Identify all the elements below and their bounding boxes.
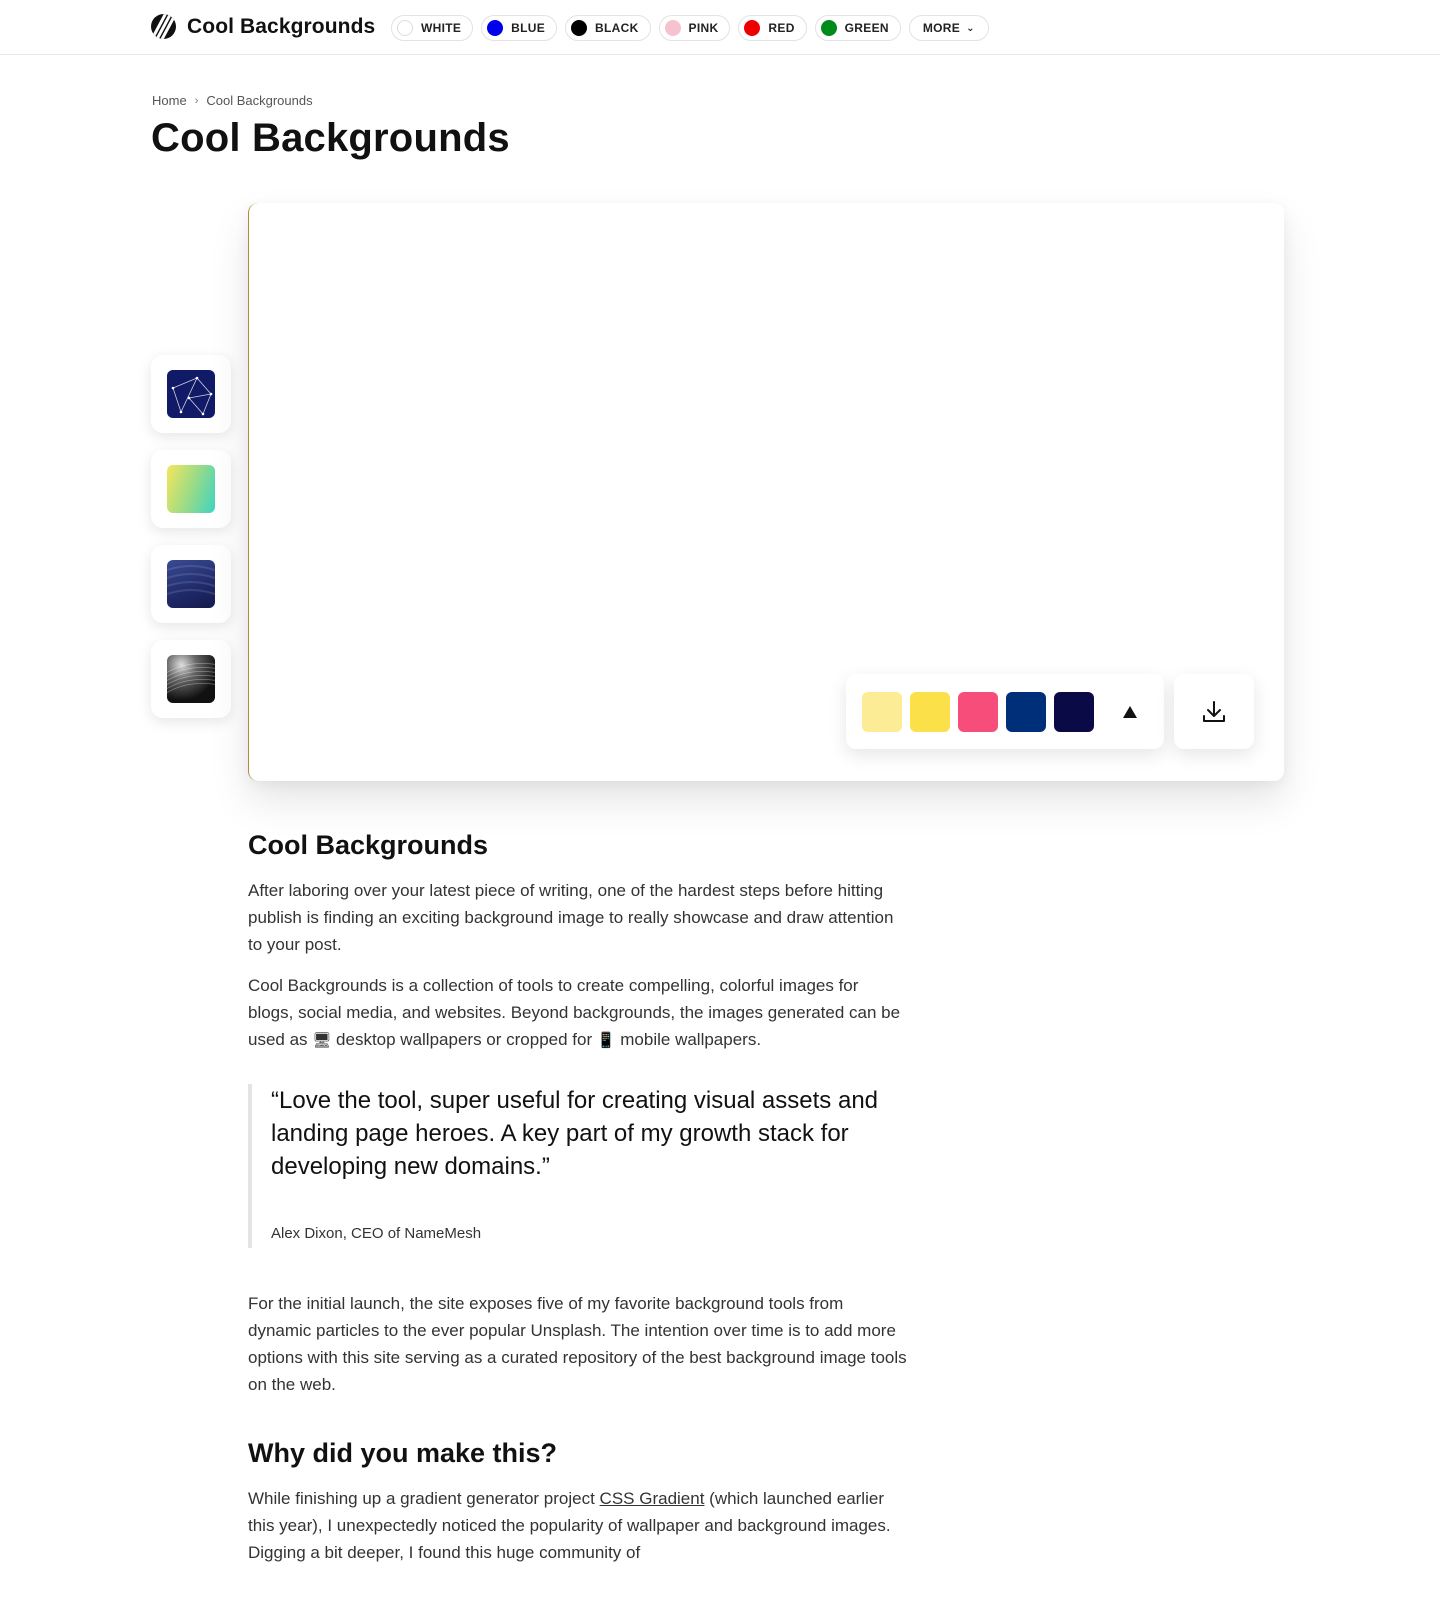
article (248, 830, 908, 1580)
tool-gradient[interactable] (151, 450, 231, 528)
palette-color-5[interactable] (1054, 692, 1094, 732)
article-heading: Cool Backgrounds (248, 830, 489, 860)
red-dot-icon (744, 20, 760, 36)
page-title: Cool Backgrounds (151, 116, 510, 160)
section-heading-why: Why did you make this? (248, 1438, 558, 1468)
color-filter-chips (391, 15, 989, 41)
color-palette (846, 674, 1164, 749)
paragraph-intro: After laboring over your latest piece of writing, one of the hardest steps before hitting publish is finding an exciting background image to really showcase and draw attention to your post. (248, 881, 894, 954)
palette-color-4[interactable] (1006, 692, 1046, 732)
paragraph-description (248, 972, 908, 1054)
chip-label: RED (768, 21, 795, 35)
quote-author: Alex Dixon, CEO of NameMesh (271, 1225, 482, 1242)
chip-blue[interactable] (481, 15, 557, 41)
breadcrumb (152, 93, 313, 108)
breadcrumb-separator-icon: › (194, 94, 199, 107)
brand-name: Cool Backgrounds (187, 14, 376, 38)
waves-icon (167, 560, 215, 608)
chip-black[interactable] (565, 15, 651, 41)
tool-selector (151, 355, 231, 718)
text: (which launched earlier this year), I unexpectedly noticed the popularity of wallpaper and background images. Digging a bit deeper, I found this huge community of (248, 1489, 891, 1562)
pink-dot-icon (665, 20, 681, 36)
mobile-phone-icon: 📱 (596, 1031, 616, 1049)
more-dropdown[interactable] (909, 15, 989, 41)
tool-waves[interactable] (151, 545, 231, 623)
paragraph-why (248, 1485, 908, 1566)
green-dot-icon (821, 20, 837, 36)
testimonial-quote (248, 1084, 908, 1248)
tool-mono[interactable] (151, 640, 231, 718)
top-navigation (0, 0, 1440, 55)
palette-color-2[interactable] (910, 692, 950, 732)
particles-icon (167, 370, 215, 418)
chip-label: WHITE (421, 21, 462, 35)
palette-color-1[interactable] (862, 692, 902, 732)
more-label: MORE (922, 21, 961, 35)
chip-label: BLACK (595, 21, 639, 35)
chip-pink[interactable] (659, 15, 731, 41)
chip-label: GREEN (844, 21, 889, 35)
text: mobile wallpapers. (615, 1030, 762, 1049)
paragraph-launch: For the initial launch, the site exposes five of my favorite background tools from dynamic particles to the ever popular Unsplash. The intention over time is to add more options with this site serving as a curated repository of the best background image tools on the web. (248, 1294, 907, 1394)
breadcrumb-home[interactable]: Home (152, 93, 187, 108)
chip-label: PINK (688, 21, 719, 35)
chip-red[interactable] (738, 15, 806, 41)
blue-dot-icon (487, 20, 503, 36)
triangle-up-icon[interactable] (1118, 700, 1142, 724)
text: While finishing up a gradient generator project (248, 1489, 600, 1508)
download-icon (1201, 699, 1227, 725)
text: Cool Backgrounds is a collection of tools to create compelling, colorful images for blogs, social media, and websites. Beyond backgrounds, the images generated can be used as (248, 976, 901, 1049)
chevron-down-icon: ⌄ (966, 22, 975, 34)
chip-white[interactable] (391, 15, 473, 41)
palette-color-3[interactable] (958, 692, 998, 732)
css-gradient-link[interactable]: CSS Gradient (599, 1489, 705, 1508)
desktop-computer-icon: 🖥 (312, 1031, 332, 1049)
white-dot-icon (397, 20, 413, 36)
text: desktop wallpapers or cropped for (331, 1030, 597, 1049)
black-dot-icon (571, 20, 587, 36)
brand-link[interactable] (151, 14, 375, 39)
download-button[interactable] (1174, 674, 1254, 749)
brand-logo-icon (151, 14, 176, 39)
chip-green[interactable] (815, 15, 901, 41)
tool-particles[interactable] (151, 355, 231, 433)
breadcrumb-current[interactable]: Cool Backgrounds (206, 93, 313, 108)
quote-text: “Love the tool, super useful for creating visual assets and landing page heroes. A key part of my growth stack for developing new domains.” (271, 1087, 879, 1180)
mono-pattern-icon (167, 655, 215, 703)
gradient-icon (167, 465, 215, 513)
chip-label: BLUE (511, 21, 546, 35)
